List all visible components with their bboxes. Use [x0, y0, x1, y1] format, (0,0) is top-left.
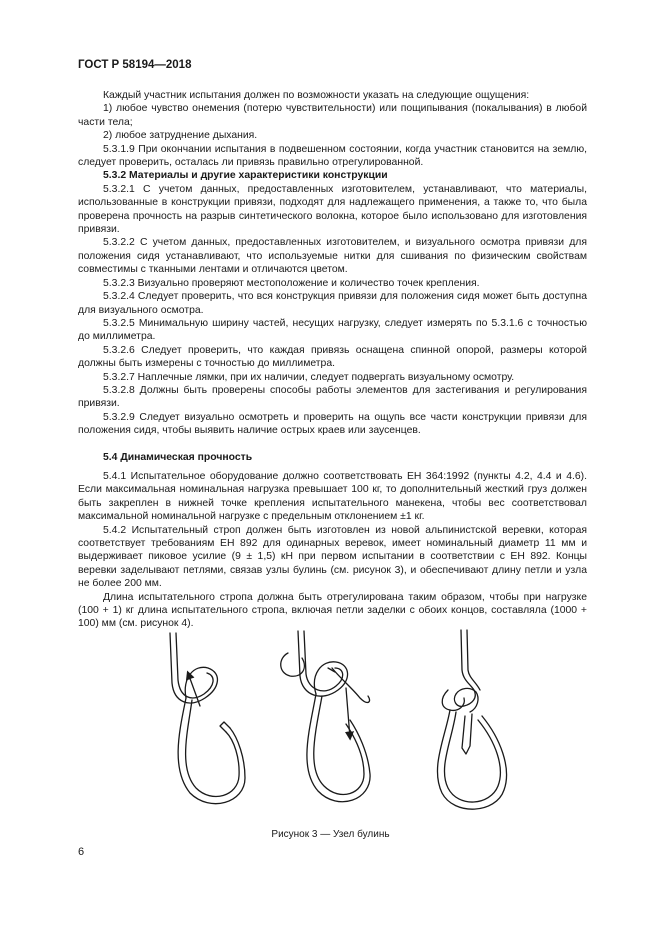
paragraph: 5.3.2.6 Следует проверить, что каждая привязь оснащена спинной опорой, размеры которой должны быть измерены с точностью до миллиметра. — [78, 344, 587, 370]
knot-step-3 — [437, 630, 506, 809]
list-item: 1) любое чувство онемения (потерю чувствительности) или пощипывания (покалывания) в любой части тела; — [78, 103, 587, 128]
list-item: 2) любое затруднение дыхания. — [103, 130, 258, 142]
paragraph: 5.3.2.4 Следует проверить, что вся конструкция привязи для положения сидя может быть доступна для визуального осмотра. — [78, 291, 587, 316]
paragraph: 5.3.2.8 Должны быть проверены способы работы элементов для застегивания и регулирования привязи. — [78, 384, 587, 410]
paragraph: Длина испытательного стропа должна быть отрегулирована таким образом, чтобы при нагрузке (100 + 1) кг длина испытательного стропа, включая петли заделки с обоих концов, составляла (1000 + 100) мм (см. рисунок 4). — [78, 591, 587, 630]
paragraph: 5.3.2.7 Наплечные лямки, при их наличии, следует подвергать визуальному осмотру. — [103, 371, 515, 383]
knot-step-2 — [281, 631, 370, 802]
paragraph: 5.3.1.9 При окончании испытания в подвешенном состоянии, когда участник становится на землю, следует проверить, осталась ли привязь правильно отрегулированной. — [78, 143, 587, 169]
paragraph: Каждый участник испытания должен по возможности указать на следующие ощущения: — [103, 90, 530, 101]
paragraph: 5.4.2 Испытательный строп должен быть изготовлен из новой альпинистской веревки, которая соответствует требованиям ЕН 892 для одинарных веревок, имеет номинальный диаметр 11 мм и выдерживает пиковое усилие (9 ± 1,5) кН при первом испытании в соответствии с ЕН 892. Концы веревки заделывают петлями, связав узлы булинь (см. рисунок 3), и обеспечивают длину петли и узла не более 200 мм. — [78, 524, 587, 590]
paragraph: 5.3.2.2 С учетом данных, предоставленных изготовителем, и визуального осмотра привязи для положения сидя устанавливают, что используемые нитки для сшивания по физическим свойствам совместимы с тканными лентами и отличаются цветом. — [78, 237, 587, 276]
subsection-heading: 5.3.2 Материалы и другие характеристики конструкции — [103, 170, 388, 182]
paragraph: 5.4.1 Испытательное оборудование должно соответствовать ЕН 364:1992 (пункты 4.2, 4.4 и 4.6). Если максимальная номинальная нагрузка превышает 100 кг, то дополнительный жесткий груз должен быть закреплен в нижней точке крепления испытательного манекена, чтобы вес соответствовал максимальной номинальной нагрузке с предельным отклонением ±1 кг. — [78, 470, 587, 523]
paragraph: 5.3.2.9 Следует визуально осмотреть и проверить на ощупь все части конструкции привязи для положения сидя, чтобы выявить наличие острых краев или заусенцев. — [78, 411, 587, 437]
document-header: ГОСТ Р 58194—2018 — [78, 59, 192, 71]
knot-step-1 — [170, 633, 245, 804]
page-body — [78, 89, 587, 631]
bowline-knot-illustration — [160, 628, 540, 823]
page-number: 6 — [78, 846, 85, 858]
paragraph: 5.3.2.3 Визуально проверяют местоположение и количество точек крепления. — [103, 277, 480, 289]
paragraph: 5.3.2.5 Минимальную ширину частей, несущих нагрузку, следует измерять по 5.3.1.6 с точностью до миллиметра. — [78, 317, 587, 343]
figure-caption: Рисунок 3 — Узел булинь — [271, 829, 390, 840]
bowline-knot-figure — [160, 628, 540, 823]
paragraph: 5.3.2.1 С учетом данных, предоставленных изготовителем, устанавливают, что материалы, использованные в конструкции привязи, подходят для надлежащего применения, а также то, что была проверена прочность на разрыв синтетического волокна, которое было использовано для изготовления привязи. — [78, 183, 587, 236]
section-heading: 5.4 Динамическая прочность — [103, 451, 253, 463]
